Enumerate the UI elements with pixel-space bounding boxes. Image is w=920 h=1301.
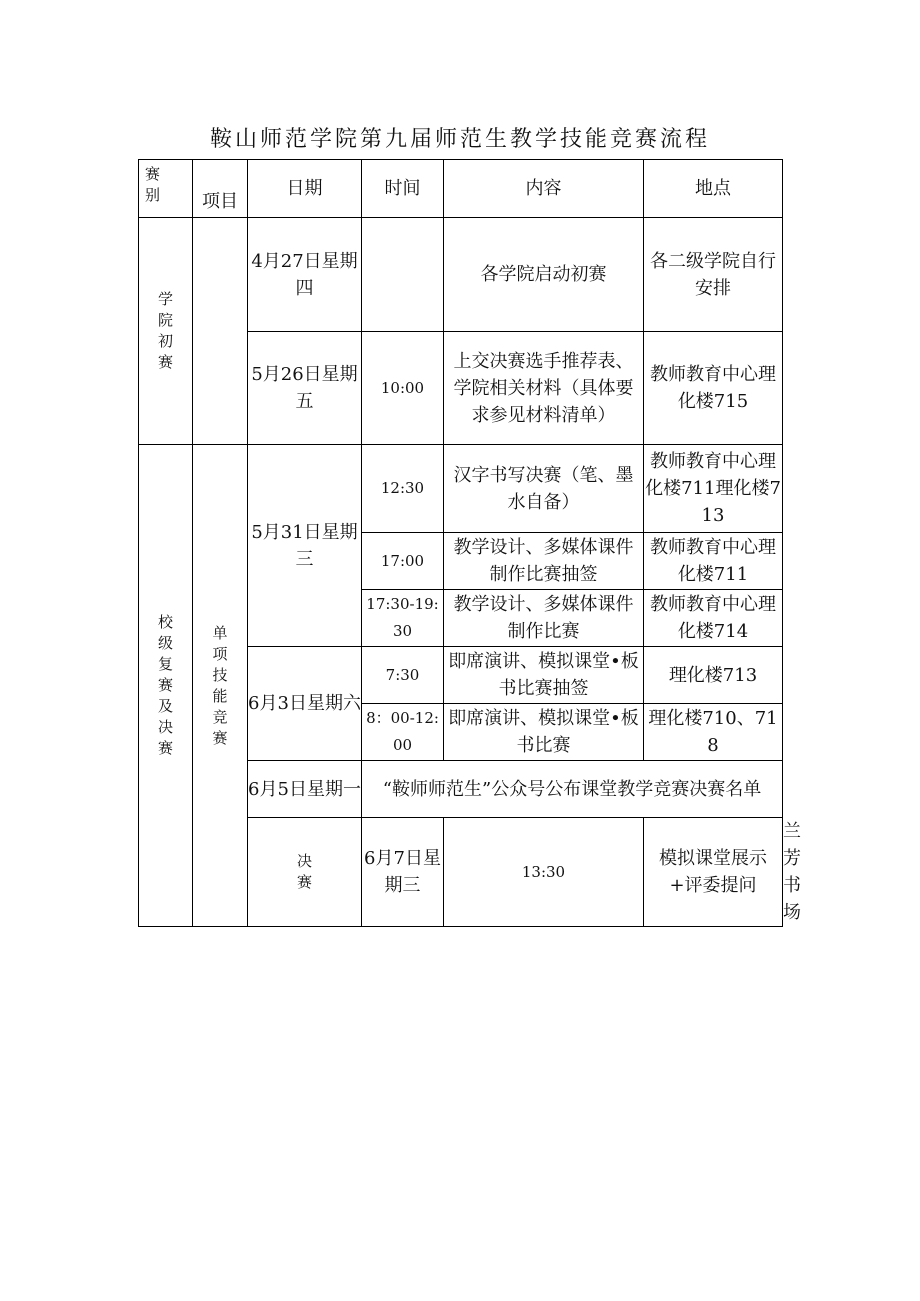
time-cell: 7:30 <box>362 647 444 704</box>
date-cell: 6月3日星期六 <box>248 647 362 761</box>
announcement-cell: “鞍师师范生”公众号公布课堂教学竞赛决赛名单 <box>362 761 783 818</box>
location-cell: 理化楼713 <box>644 647 783 704</box>
header-content: 内容 <box>444 160 644 218</box>
date-cell: 6月7日星期三 <box>362 818 444 927</box>
time-cell: 13:30 <box>444 818 644 927</box>
header-item: 项目 <box>193 160 248 218</box>
location-cell: 教师教育中心理化楼711 <box>644 533 783 590</box>
item-single-skill: 单项技能竞赛 <box>193 445 248 927</box>
location-cell: 教师教育中心理化楼715 <box>644 332 783 445</box>
header-location: 地点 <box>644 160 783 218</box>
time-cell <box>362 218 444 332</box>
date-cell: 5月26日星期五 <box>248 332 362 445</box>
item-final: 决赛 <box>248 818 362 927</box>
category-college-round: 学院初赛 <box>139 218 193 445</box>
time-cell: 12:30 <box>362 445 444 533</box>
page-title: 鞍山师范学院第九届师范生教学技能竞赛流程 <box>209 127 710 152</box>
table-row <box>139 218 783 332</box>
table-header-row <box>139 160 783 218</box>
item-empty-cell <box>193 218 248 445</box>
content-cell: 上交决赛选手推荐表、学院相关材料（具体要求参见材料清单） <box>444 332 644 445</box>
time-cell: 8：00-12:00 <box>362 704 444 761</box>
table-row <box>139 445 783 533</box>
date-cell: 5月31日星期三 <box>248 445 362 647</box>
schedule-table <box>138 159 801 927</box>
content-cell: 即席演讲、模拟课堂•板书比赛抽签 <box>444 647 644 704</box>
location-cell: 理化楼710、718 <box>644 704 783 761</box>
content-cell: 汉字书写决赛（笔、墨水自备） <box>444 445 644 533</box>
content-cell: 各学院启动初赛 <box>444 218 644 332</box>
header-category: 赛别 <box>139 160 193 218</box>
date-cell: 6月5日星期一 <box>248 761 362 818</box>
time-cell: 10:00 <box>362 332 444 445</box>
content-cell: 即席演讲、模拟课堂•板书比赛 <box>444 704 644 761</box>
content-cell: 模拟课堂展示+评委提问 <box>644 818 783 927</box>
date-cell: 4月27日星期四 <box>248 218 362 332</box>
content-cell: 教学设计、多媒体课件制作比赛抽签 <box>444 533 644 590</box>
location-cell: 各二级学院自行安排 <box>644 218 783 332</box>
category-school-round: 校级复赛及决赛 <box>139 445 193 927</box>
table-row: 决赛 6月7日星期三 13:30 模拟课堂展示+评委提问 兰芳书场 <box>139 818 783 927</box>
content-cell: 教学设计、多媒体课件制作比赛 <box>444 590 644 647</box>
time-cell: 17:30-19:30 <box>362 590 444 647</box>
header-date: 日期 <box>248 160 362 218</box>
location-cell: 教师教育中心理化楼711理化楼713 <box>644 445 783 533</box>
location-cell: 教师教育中心理化楼714 <box>644 590 783 647</box>
header-time: 时间 <box>362 160 444 218</box>
time-cell: 17:00 <box>362 533 444 590</box>
